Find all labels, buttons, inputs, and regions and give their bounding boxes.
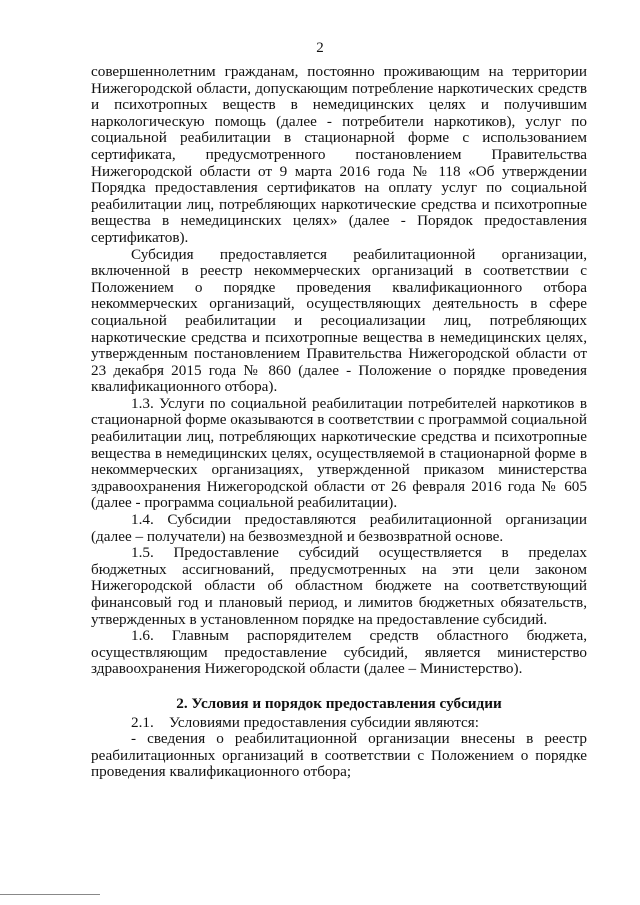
page-number: 2: [316, 40, 324, 56]
section-2-heading: 2. Условия и порядок предоставления субсидии: [176, 694, 502, 712]
document-body: [91, 64, 587, 781]
paragraph-1-3: 1.3. Услуги по социальной реабилитации потребителей наркотиков в стационарной форме оказываются в соответствии с программой социальной реабилитации лиц, потребляющих наркотические средства и психотропные вещества в немедицинских целях, осуществляемой в стационарной форме в некоммерческих организациях, утвержденной приказом министерства здравоохранения Нижегородской области от 26 февраля 2016 года № 605 (далее - программа социальной реабилитации).: [91, 394, 587, 512]
paragraph-1-6: 1.6. Главным распорядителем средств областного бюджета, осуществляющим предоставление субсидий, является министерство здравоохранения Нижегородской области (далее – Министерство).: [91, 627, 587, 678]
paragraph-1-5: 1.5. Предоставление субсидий осуществляется в пределах бюджетных ассигнований, предусмотренных на эти цели законом Нижегородской области об областном бюджете на соответствующий финансовый год и плановый период, и лимитов бюджетных обязательств, утвержденных в установленном порядке на предоставление субсидий.: [91, 544, 587, 628]
paragraph-subsidy-recipient: Субсидия предоставляется реабилитационной организации, включенной в реестр некоммерческих организаций в соответствии с Положением о порядке проведения квалификационного отбора некоммерческих организаций, осуществляющих деятельность в сфере социальной реабилитации и ресоциализации лиц, потребляющих наркотические средства и психотропные вещества в немедицинских целях, утвержденным постановлением Правительства Нижегородской области от 23 декабря 2015 года № 860 (далее - Положение о порядке проведения квалификационного отбора).: [91, 245, 587, 396]
paragraph-continuation: совершеннолетним гражданам, постоянно проживающим на территории Нижегородской области, допускающим потребление наркотических средств и психотропных веществ в немедицинских целях и получившим наркологическую помощь (далее - потребители наркотиков), услуг по социальной реабилитации в стационарной форме с использованием сертификата, предусмотренного постановлением Правительства Нижегородской области от 9 марта 2016 года № 118 «Об утверждении Порядка предоставления сертификатов на оплату услуг по социальной реабилитации лиц, потребляющих наркотические средства и психотропные вещества в немедицинских целях» (далее - Порядок предоставления сертификатов).: [91, 63, 587, 246]
item-2-1: 2.1. Условиями предоставления субсидии являются:: [131, 713, 479, 731]
footer-divider: [0, 894, 100, 895]
paragraph-1-4: 1.4. Субсидии предоставляются реабилитационной организации (далее – получатели) на безвозмездной и безвозвратной основе.: [91, 511, 587, 545]
bullet-item-1: - сведения о реабилитационной организации внесены в реестр реабилитационных организаций в соответствии с Положением о порядке проведения квалификационного отбора;: [91, 730, 587, 781]
